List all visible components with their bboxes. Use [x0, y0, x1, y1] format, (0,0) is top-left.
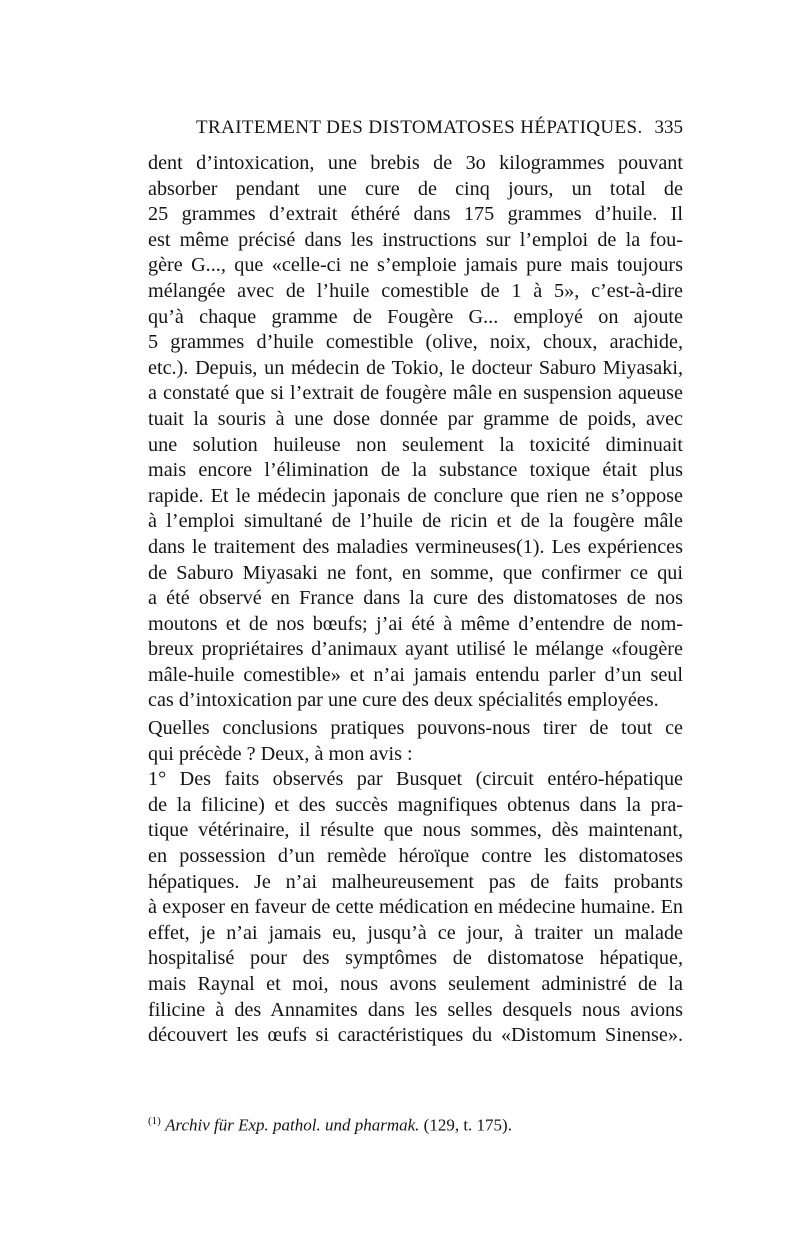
text-line: qui précède ? Deux, à mon avis :	[148, 742, 413, 765]
text-line: breux propriétaires d’animaux ayant utilisé le mélange «fougère	[148, 638, 683, 661]
body-text	[148, 151, 683, 1049]
page-number: 335	[654, 117, 683, 138]
text-line: hospitalisé pour des symptômes de distomatose hépatique,	[148, 947, 683, 970]
text-line: mais Raynal et moi, nous avons seulement administré de la	[148, 973, 683, 995]
text-line: 25 grammes d’extrait éthéré dans 175 grammes d’huile. Il	[148, 203, 683, 226]
text-line: en possession d’un remède héroïque contre les distomatoses	[148, 845, 683, 868]
text-line: de la filicine) et des succès magnifiques obtenus dans la pra-	[148, 793, 683, 816]
text-line: effet, je n’ai jamais eu, jusqu’à ce jour, à traiter un malade	[148, 921, 683, 944]
text-line: mélangée avec de l’huile comestible de 1 à 5», c’est-à-dire	[148, 279, 683, 302]
text-line: moutons et de nos bœufs; j’ai été à même d’entendre de nom-	[148, 612, 683, 635]
text-line: qu’à chaque gramme de Fougère G... employé on ajoute	[148, 305, 683, 328]
text-line: tique vétérinaire, il résulte que nous sommes, dès maintenant,	[148, 819, 683, 842]
text-line: etc.). Depuis, un médecin de Tokio, le docteur Saburo Miyasaki,	[148, 356, 683, 379]
text-line: 1° Des faits observés par Busquet (circuit entéro-hépatique	[148, 768, 683, 791]
running-title: TRAITEMENT DES DISTOMATOSES HÉPATIQUES.	[196, 117, 643, 138]
text-line: cas d’intoxication par une cure des deux spécialités employées.	[148, 689, 659, 712]
text-line: 5 grammes d’huile comestible (olive, noix, choux, arachide,	[148, 331, 683, 354]
text-line: mais encore l’élimination de la substance toxique était plus	[148, 459, 683, 482]
text-line: gère G..., que «celle-ci ne s’emploie jamais pure mais toujours	[148, 254, 683, 277]
text-line: à exposer en faveur de cette médication en médecine humaine. En	[148, 896, 683, 919]
text-line: dent d’intoxication, une brebis de 3o kilogrammes pouvant	[148, 152, 683, 174]
page-header	[148, 117, 683, 145]
text-line: à l’emploi simultané de l’huile de ricin et de la fougère mâle	[148, 510, 683, 533]
text-line: de Saburo Miyasaki ne font, en somme, que confirmer ce qui	[148, 561, 683, 584]
text-line: absorber pendant une cure de cinq jours, un total de	[148, 177, 683, 200]
footnote-reference: (129, t. 175).	[423, 1115, 512, 1135]
text-line: filicine à des Annamites dans les selles desquels nous avions	[148, 998, 683, 1021]
text-line: mâle-huile comestible» et n’ai jamais entendu parler d’un seul	[148, 663, 683, 686]
text-line: a constaté que si l’extrait de fougère mâle en suspension aqueuse	[148, 382, 683, 405]
footnote-source: Archiv für Exp. pathol. und pharmak.	[165, 1115, 420, 1135]
text-line: découvert les œufs si caractéristiques du «Distomum Sinense».	[148, 1024, 683, 1047]
text-line: a été observé en France dans la cure des distomatoses de nos	[148, 587, 683, 610]
footnote	[148, 1110, 683, 1137]
text-line: hépatiques. Je n’ai malheureusement pas de faits probants	[148, 870, 683, 893]
text-line: dans le traitement des maladies vermineuses(1). Les expériences	[148, 535, 683, 558]
text-line: tuait la souris à une dose donnée par gramme de poids, avec	[148, 407, 683, 430]
text-line: est même précisé dans les instructions sur l’emploi de la fou-	[148, 228, 683, 251]
text-line: Quelles conclusions pratiques pouvons-nous tirer de tout ce	[148, 717, 683, 740]
footnote-marker: (1)	[148, 1115, 161, 1127]
text-line: une solution huileuse non seulement la toxicité diminuait	[148, 433, 683, 456]
text-line: rapide. Et le médecin japonais de conclure que rien ne s’oppose	[148, 484, 683, 507]
